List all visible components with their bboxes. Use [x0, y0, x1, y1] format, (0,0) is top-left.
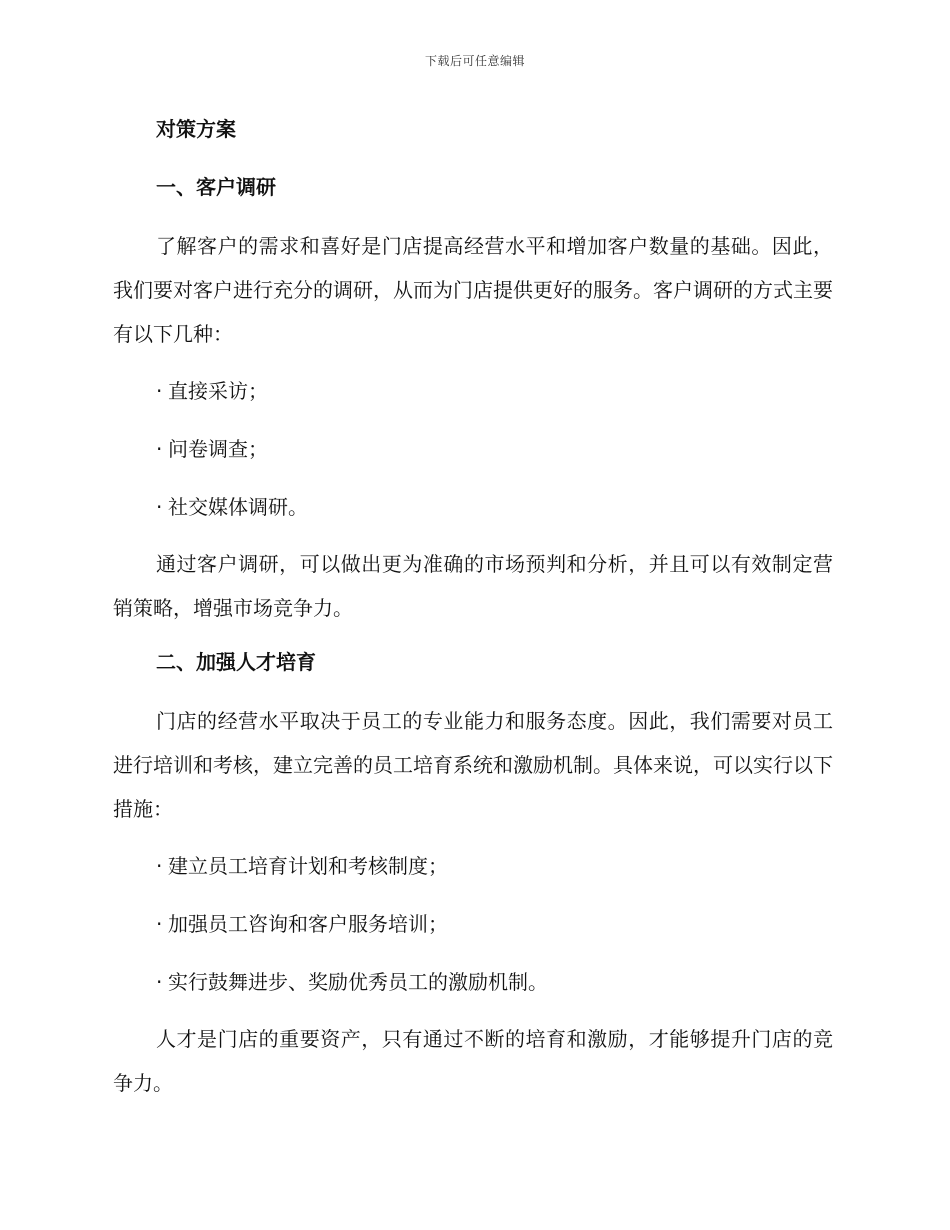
bullet-text: 直接采访； — [168, 379, 268, 403]
section-1-conclusion: 通过客户调研，可以做出更为准确的市场预判和分析，并且可以有效制定营销策略，增强市场竞争力。 — [113, 552, 833, 620]
bullet-text: 社交媒体调研。 — [168, 495, 308, 519]
section-1-bullet — [113, 369, 833, 413]
bullet-text: 加强员工咨询和客户服务培训； — [168, 912, 448, 936]
page-header-note: 下载后可任意编辑 — [424, 54, 525, 68]
section-2-heading: 二、加强人才培育 — [156, 650, 316, 674]
bullet-dot: · — [156, 912, 163, 936]
section-1-bullet — [113, 485, 833, 529]
bullet-text: 实行鼓舞进步、奖励优秀员工的激励机制。 — [168, 970, 548, 994]
bullet-dot: · — [156, 379, 163, 403]
document-title: 对策方案 — [156, 117, 236, 141]
section-1-intro: 了解客户的需求和喜好是门店提高经营水平和增加客户数量的基础。因此，我们要对客户进行充分的调研，从而为门店提供更好的服务。客户调研的方式主要有以下几种： — [113, 234, 833, 346]
bullet-dot: · — [156, 970, 163, 994]
bullet-text: 问卷调查； — [168, 437, 268, 461]
section-2-bullet — [113, 902, 833, 946]
bullet-dot: · — [156, 437, 163, 461]
bullet-text: 建立员工培育计划和考核制度； — [168, 854, 448, 878]
bullet-dot: · — [156, 495, 163, 519]
section-1-heading: 一、客户调研 — [156, 175, 276, 199]
section-2-conclusion: 人才是门店的重要资产，只有通过不断的培育和激励，才能够提升门店的竞争力。 — [113, 1027, 833, 1095]
document-body — [113, 110, 833, 1105]
section-2-bullet — [113, 960, 833, 1004]
section-1-bullet — [113, 427, 833, 471]
section-2-bullet — [113, 844, 833, 888]
bullet-dot: · — [156, 854, 163, 878]
section-2-intro: 门店的经营水平取决于员工的专业能力和服务态度。因此，我们需要对员工进行培训和考核，建立完善的员工培育系统和激励机制。具体来说，可以实行以下措施： — [113, 709, 833, 821]
